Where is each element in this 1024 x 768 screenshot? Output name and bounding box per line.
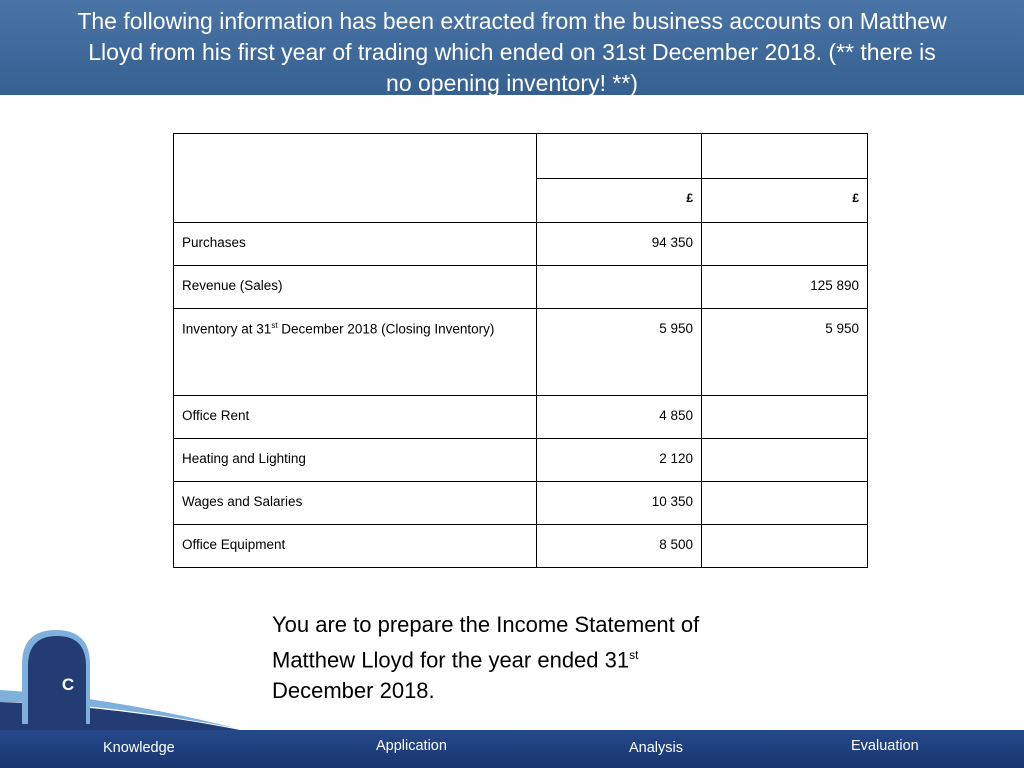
table-row xyxy=(174,525,868,568)
row-value-col2: 94 350 xyxy=(537,223,702,266)
row-value-col3 xyxy=(702,223,868,266)
row-value-col3 xyxy=(702,525,868,568)
instruction-line-1: You are to prepare the Income Statement of xyxy=(272,612,700,637)
table-row xyxy=(174,396,868,439)
footer-bar xyxy=(0,730,1024,768)
row-label: Purchases xyxy=(174,223,537,266)
row-value-col2: 8 500 xyxy=(537,525,702,568)
accounts-table xyxy=(173,133,868,568)
table-header-cell xyxy=(702,134,868,179)
title-line-3: no opening inventory! **) xyxy=(386,70,638,96)
table-row xyxy=(174,439,868,482)
row-value-col3 xyxy=(702,482,868,525)
row-value-col3: 125 890 xyxy=(702,266,868,309)
page-title xyxy=(40,6,984,99)
row-value-col3: 5 950 xyxy=(702,309,868,396)
table-header-label-cell xyxy=(174,134,537,223)
row-label: Office Equipment xyxy=(174,525,537,568)
row-value-col3 xyxy=(702,396,868,439)
table-row xyxy=(174,309,868,396)
row-label-text: Inventory at 31 xyxy=(182,321,272,337)
row-label-superscript: st xyxy=(271,321,278,330)
title-line-1: The following information has been extracted from the business accounts on Matthew xyxy=(77,8,947,34)
row-label: Revenue (Sales) xyxy=(174,266,537,309)
row-value-col2: 5 950 xyxy=(537,309,702,396)
table-header-row xyxy=(174,134,868,179)
row-value-col2: 4 850 xyxy=(537,396,702,439)
row-label: Office Rent xyxy=(174,396,537,439)
row-value-col2 xyxy=(537,266,702,309)
table-row xyxy=(174,482,868,525)
footer-label-analysis: Analysis xyxy=(629,740,683,756)
header-banner xyxy=(0,0,1024,95)
row-value-col2: 10 350 xyxy=(537,482,702,525)
footer-label-knowledge: Knowledge xyxy=(103,740,175,756)
logo xyxy=(0,612,250,732)
table-row xyxy=(174,266,868,309)
row-value-col3 xyxy=(702,439,868,482)
table-header-cell xyxy=(537,134,702,179)
title-line-2: Lloyd from his first year of trading which ended on 31st December 2018. (** there is xyxy=(88,39,936,65)
instruction-line-2 xyxy=(272,640,742,675)
logo-letter: C xyxy=(61,675,75,694)
currency-label-col3: £ xyxy=(702,179,868,223)
row-label: Heating and Lighting xyxy=(174,439,537,482)
logo-graphic xyxy=(0,612,250,732)
currency-label-col2: £ xyxy=(537,179,702,223)
footer-label-application: Application xyxy=(376,738,447,754)
instruction-superscript: st xyxy=(629,648,639,662)
row-label xyxy=(174,309,537,396)
row-label-text: December 2018 (Closing Inventory) xyxy=(277,321,495,337)
row-label: Wages and Salaries xyxy=(174,482,537,525)
logo-arch xyxy=(28,636,86,724)
table-row xyxy=(174,223,868,266)
instruction-line-2-text: Matthew Lloyd for the year ended 31 xyxy=(272,647,630,673)
instruction-text xyxy=(272,609,742,706)
instruction-line-3: December 2018. xyxy=(272,678,435,704)
row-value-col2: 2 120 xyxy=(537,439,702,482)
footer-label-evaluation: Evaluation xyxy=(851,738,919,754)
